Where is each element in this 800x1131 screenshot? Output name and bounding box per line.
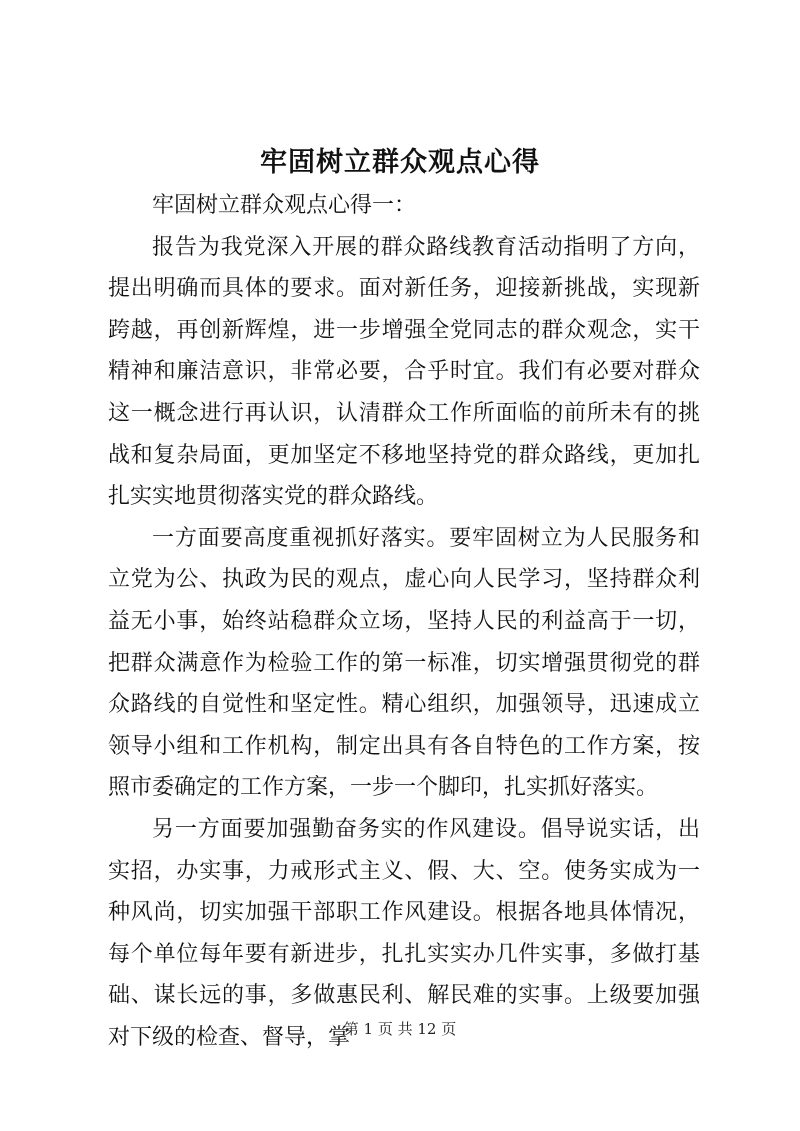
body-paragraph-2: 一方面要高度重视抓好落实。要牢固树立为人民服务和立党为公、执政为民的观点，虚心向人民学习，坚持群众利益无小事，始终站稳群众立场，坚持人民的利益高于一切，把群众满意作为检验工作的第一标准，切实增强贯彻党的群众路线的自觉性和坚定性。精心组织，加强领导，迅速成立领导小组和工作机构，制定出具有各自特色的工作方案，按照市委确定的工作方案，一步一个脚印，扎实抓好落实。 — [108, 525, 700, 801]
section-subtitle: 牢固树立群众观点心得一： — [152, 193, 417, 218]
body-paragraph-1: 报告为我党深入开展的群众路线教育活动指明了方向，提出明确而具体的要求。面对新任务，迎接新挑战，实现新跨越，再创新辉煌，进一步增强全党同志的群众观念，实干精神和廉洁意识，非常必要，合乎时宜。我们有必要对群众这一概念进行再认识，认清群众工作所面临的前所未有的挑战和复杂局面，更加坚定不移地坚持党的群众路线，更加扎扎实实地贯彻落实党的群众路线。 — [108, 234, 700, 510]
page-number-footer: 第 1 页 共 12 页 — [343, 1020, 457, 1038]
document-body — [108, 185, 700, 1058]
body-paragraph-3: 另一方面要加强勤奋务实的作风建设。倡导说实话，出实招，办实事，力戒形式主义、假、大、空。使务实成为一种风尚，切实加强干部职工作风建设。根据各地具体情况，每个单位每年要有新进步，扎扎实实办几件实事，多做打基础、谋长远的事，多做惠民利、解民难的实事。上级要加强对下级的检查、督导，掌 — [108, 816, 700, 1050]
document-title: 牢固树立群众观点心得 — [260, 147, 540, 178]
